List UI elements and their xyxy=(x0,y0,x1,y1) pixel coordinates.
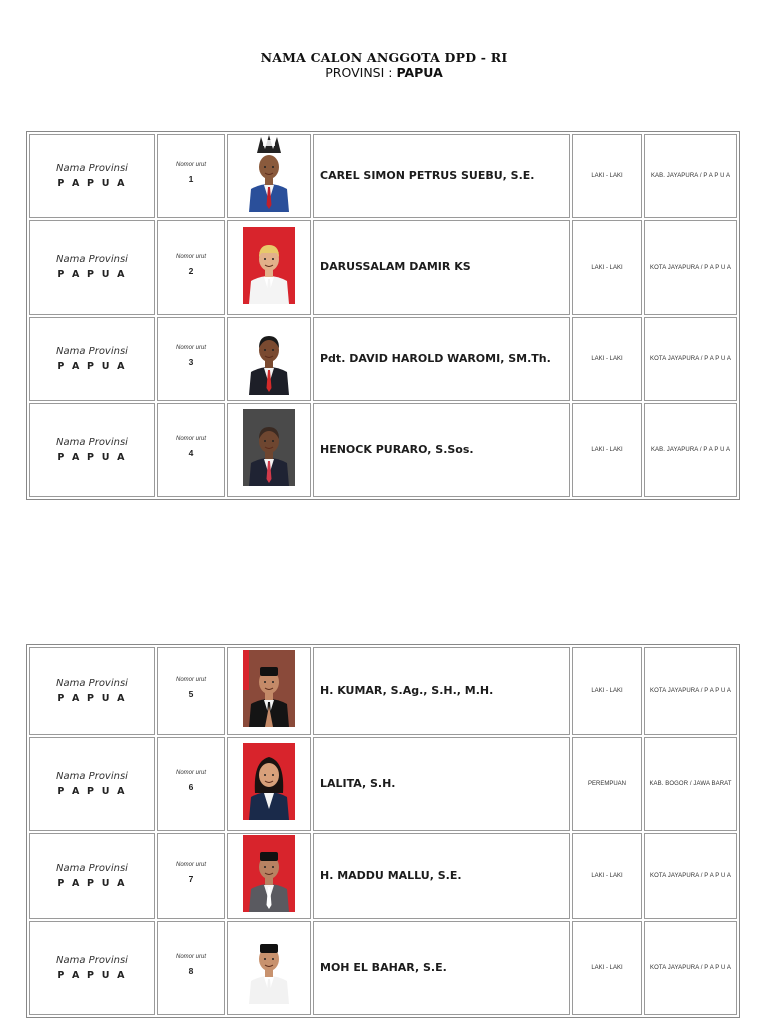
province-value: P A P U A xyxy=(57,269,127,280)
province-label: Nama Provinsi xyxy=(56,677,128,689)
name-cell xyxy=(313,921,570,1015)
domicile-cell xyxy=(644,220,737,315)
number-label: Nomor urut xyxy=(175,677,206,683)
photo-cell xyxy=(227,737,311,831)
number-cell xyxy=(157,134,225,218)
subtitle-prefix: PROVINSI : xyxy=(325,65,397,80)
sex-cell xyxy=(572,403,642,497)
candidate-table-2 xyxy=(26,644,740,1018)
subtitle-province: PAPUA xyxy=(396,65,443,80)
number-cell xyxy=(157,737,225,831)
candidate-number: 1 xyxy=(188,174,194,184)
name-cell xyxy=(313,220,570,315)
name-cell xyxy=(313,647,570,735)
candidate-number: 2 xyxy=(188,265,194,276)
candidate-sex: LAKI - LAKI xyxy=(591,264,623,271)
candidate-photo xyxy=(243,318,295,395)
candidate-photo xyxy=(243,135,295,212)
candidate-domicile: KOTA JAYAPURA / P A P U A xyxy=(650,688,731,694)
number-label: Nomor urut xyxy=(175,862,206,868)
candidate-row xyxy=(29,317,737,401)
number-label: Nomor urut xyxy=(175,436,206,442)
number-cell xyxy=(157,647,225,735)
candidate-sex: PEREMPUAN xyxy=(587,781,626,787)
candidate-photo xyxy=(243,409,295,486)
photo-cell xyxy=(227,833,311,919)
candidate-domicile: KOTA JAYAPURA / P A P U A xyxy=(650,356,731,362)
candidate-domicile: KAB. JAYAPURA / P A P U A xyxy=(650,447,731,453)
province-label: Nama Provinsi xyxy=(56,254,128,265)
candidate-row xyxy=(29,921,737,1015)
candidate-photo-graphic xyxy=(243,650,295,727)
candidate-row xyxy=(29,833,737,919)
name-cell xyxy=(313,134,570,218)
province-value: P A P U A xyxy=(57,692,127,704)
candidate-photo-graphic xyxy=(243,227,295,304)
photo-cell xyxy=(227,317,311,401)
photo-cell xyxy=(227,921,311,1015)
candidate-number: 8 xyxy=(188,966,194,976)
candidate-photo xyxy=(243,835,295,912)
number-label: Nomor urut xyxy=(175,954,206,960)
province-cell xyxy=(29,317,155,401)
candidate-domicile: KOTA JAYAPURA / P A P U A xyxy=(650,873,731,879)
number-cell xyxy=(157,403,225,497)
candidate-sex: LAKI - LAKI xyxy=(591,873,623,879)
domicile-cell xyxy=(644,737,737,831)
candidate-table-1 xyxy=(26,131,740,500)
candidate-photo-graphic xyxy=(243,409,295,486)
candidate-sex: LAKI - LAKI xyxy=(591,173,623,179)
candidate-photo-graphic xyxy=(243,135,295,212)
name-cell xyxy=(313,317,570,401)
candidate-domicile: KOTA JAYAPURA / P A P U A xyxy=(650,264,731,271)
province-cell xyxy=(29,134,155,218)
candidate-name: H. MADDU MALLU, S.E. xyxy=(320,868,462,882)
candidate-photo-graphic xyxy=(243,835,295,912)
sex-cell xyxy=(572,921,642,1015)
photo-cell xyxy=(227,403,311,497)
number-label: Nomor urut xyxy=(175,162,206,168)
document-subtitle xyxy=(0,66,768,80)
candidate-sex: LAKI - LAKI xyxy=(591,688,623,694)
domicile-cell xyxy=(644,403,737,497)
province-label: Nama Provinsi xyxy=(56,345,128,357)
number-cell xyxy=(157,220,225,315)
province-value: P A P U A xyxy=(57,785,127,797)
province-cell xyxy=(29,220,155,315)
candidate-number: 7 xyxy=(188,874,194,884)
candidate-row xyxy=(29,134,737,218)
province-cell xyxy=(29,403,155,497)
province-label: Nama Provinsi xyxy=(56,770,128,782)
candidate-name: LALITA, S.H. xyxy=(320,776,396,790)
province-value: P A P U A xyxy=(57,177,127,189)
candidate-photo xyxy=(243,650,295,727)
candidate-name: DARUSSALAM DAMIR KS xyxy=(320,260,471,273)
province-value: P A P U A xyxy=(57,877,127,889)
candidate-name: H. KUMAR, S.Ag., S.H., M.H. xyxy=(320,683,494,697)
candidate-name: CAREL SIMON PETRUS SUEBU, S.E. xyxy=(320,168,535,182)
photo-cell xyxy=(227,220,311,315)
photo-cell xyxy=(227,134,311,218)
sex-cell xyxy=(572,220,642,315)
domicile-cell xyxy=(644,921,737,1015)
candidate-number: 5 xyxy=(188,689,194,699)
name-cell xyxy=(313,403,570,497)
province-cell xyxy=(29,921,155,1015)
candidate-domicile: KAB. BOGOR / JAWA BARAT xyxy=(649,781,732,787)
document-header xyxy=(0,50,768,80)
candidate-name: Pdt. DAVID HAROLD WAROMI, SM.Th. xyxy=(320,351,551,365)
candidate-photo xyxy=(243,227,295,304)
sex-cell xyxy=(572,134,642,218)
candidate-number: 4 xyxy=(188,448,194,458)
document-title: NAMA CALON ANGGOTA DPD - RI xyxy=(260,50,508,65)
sex-cell xyxy=(572,833,642,919)
candidate-number: 6 xyxy=(188,782,194,792)
candidate-photo-graphic xyxy=(243,743,295,820)
province-label: Nama Provinsi xyxy=(56,862,128,874)
candidate-name: MOH EL BAHAR, S.E. xyxy=(320,960,447,974)
province-cell xyxy=(29,833,155,919)
province-label: Nama Provinsi xyxy=(56,954,128,966)
candidate-row xyxy=(29,737,737,831)
domicile-cell xyxy=(644,317,737,401)
candidate-photo-graphic xyxy=(243,318,295,395)
number-cell xyxy=(157,921,225,1015)
domicile-cell xyxy=(644,647,737,735)
sex-cell xyxy=(572,647,642,735)
candidate-domicile: KAB. JAYAPURA / P A P U A xyxy=(650,173,731,179)
name-cell xyxy=(313,737,570,831)
name-cell xyxy=(313,833,570,919)
number-label: Nomor urut xyxy=(175,253,206,260)
sex-cell xyxy=(572,737,642,831)
candidate-row xyxy=(29,403,737,497)
province-label: Nama Provinsi xyxy=(56,162,128,174)
candidate-name: HENOCK PURARO, S.Sos. xyxy=(320,442,474,456)
province-value: P A P U A xyxy=(57,360,127,372)
province-value: P A P U A xyxy=(57,969,127,981)
candidate-photo xyxy=(243,743,295,820)
candidate-photo-graphic xyxy=(243,927,295,1004)
domicile-cell xyxy=(644,833,737,919)
province-label: Nama Provinsi xyxy=(56,436,128,448)
province-cell xyxy=(29,647,155,735)
candidate-sex: LAKI - LAKI xyxy=(591,965,623,971)
domicile-cell xyxy=(644,134,737,218)
candidate-row xyxy=(29,220,737,315)
province-cell xyxy=(29,737,155,831)
number-cell xyxy=(157,833,225,919)
province-value: P A P U A xyxy=(57,451,127,463)
candidate-number: 3 xyxy=(188,357,194,367)
number-label: Nomor urut xyxy=(175,770,206,776)
number-cell xyxy=(157,317,225,401)
candidate-sex: LAKI - LAKI xyxy=(591,447,623,453)
candidate-domicile: KOTA JAYAPURA / P A P U A xyxy=(650,965,731,971)
candidate-photo xyxy=(243,927,295,1004)
sex-cell xyxy=(572,317,642,401)
photo-cell xyxy=(227,647,311,735)
candidate-sex: LAKI - LAKI xyxy=(591,356,623,362)
candidate-row xyxy=(29,647,737,735)
number-label: Nomor urut xyxy=(175,345,206,351)
